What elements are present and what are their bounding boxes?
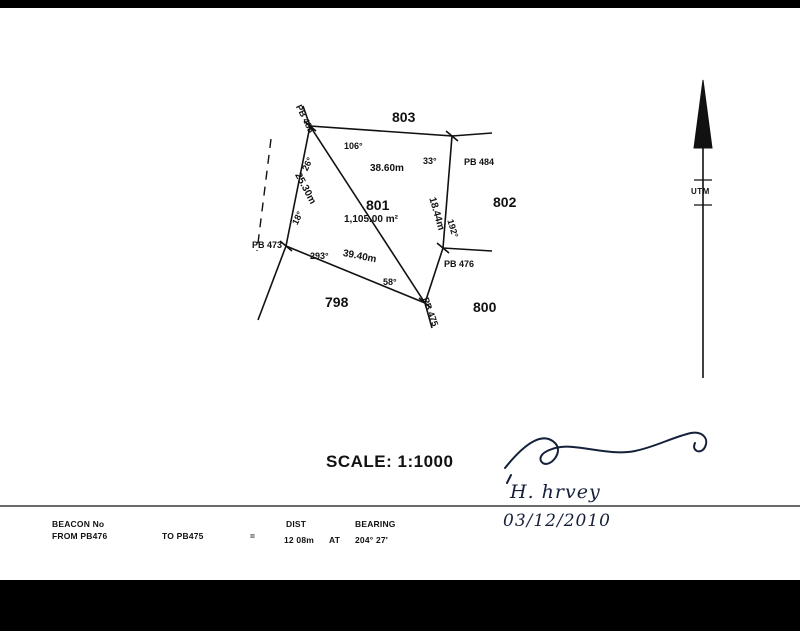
bearing-north-east-end: 33° [423, 156, 437, 166]
bearing-east: 192° [445, 218, 461, 239]
beacon-table-label: BEACON No [52, 519, 105, 529]
beacon-label-pb485: PB 485 [294, 103, 317, 135]
parcel-label-802: 802 [493, 194, 517, 210]
parcel-label-801: 801 [366, 197, 390, 213]
beacon-label-pb484: PB 484 [464, 157, 495, 167]
beacon-table-dist-value: 12 08m [284, 535, 315, 545]
beacon-label-pb473: PB 473 [252, 240, 283, 250]
surveyor-name: H. hrvey [510, 481, 601, 503]
distance-north: 38.60m [370, 163, 404, 174]
beacon-table-from: FROM PB476 [52, 531, 108, 541]
north-arrow-label: UTM [691, 187, 710, 196]
bearing-west-south-end: 18° [290, 209, 305, 227]
parcel-label-798: 798 [325, 294, 349, 310]
distance-west: 25.30m [292, 171, 318, 207]
beacon-label-pb476: PB 476 [444, 259, 475, 269]
boundary-extension-sw [258, 246, 286, 320]
beacon-table-to: TO PB475 [162, 531, 204, 541]
bearing-south-east-end: 58° [383, 277, 397, 287]
beacon-label-pb475: PB 475 [420, 296, 441, 328]
parcel-801-area: 1,105.00 m² [344, 214, 398, 225]
bearing-south-west-end: 293° [310, 251, 329, 261]
beacon-table-dist-header: DIST [286, 519, 307, 529]
survey-diagram-sheet [0, 8, 800, 580]
distance-east: 18.44m [426, 196, 447, 232]
bearing-west-north-end: 26° [300, 155, 315, 173]
beacon-table-equals: = [250, 531, 256, 541]
north-arrow-head [694, 80, 712, 148]
signature-block [495, 423, 735, 548]
beacon-table-bearing-value: 204° 27' [355, 535, 389, 545]
parcel-label-800: 800 [473, 299, 497, 315]
bearing-north-west-end: 106° [344, 141, 363, 151]
parcel-label-803: 803 [392, 109, 416, 125]
boundary-extension-ne [452, 133, 492, 136]
scale-label: SCALE: 1:1000 [326, 452, 454, 471]
dashed-reference-line [257, 139, 271, 251]
beacon-table-bearing-header: BEARING [355, 519, 396, 529]
signature-date: 03/12/2010 [503, 511, 611, 531]
boundary-extension-e [443, 248, 492, 251]
beacon-table-at-label: AT [329, 535, 341, 545]
distance-south: 39.40m [341, 248, 378, 266]
